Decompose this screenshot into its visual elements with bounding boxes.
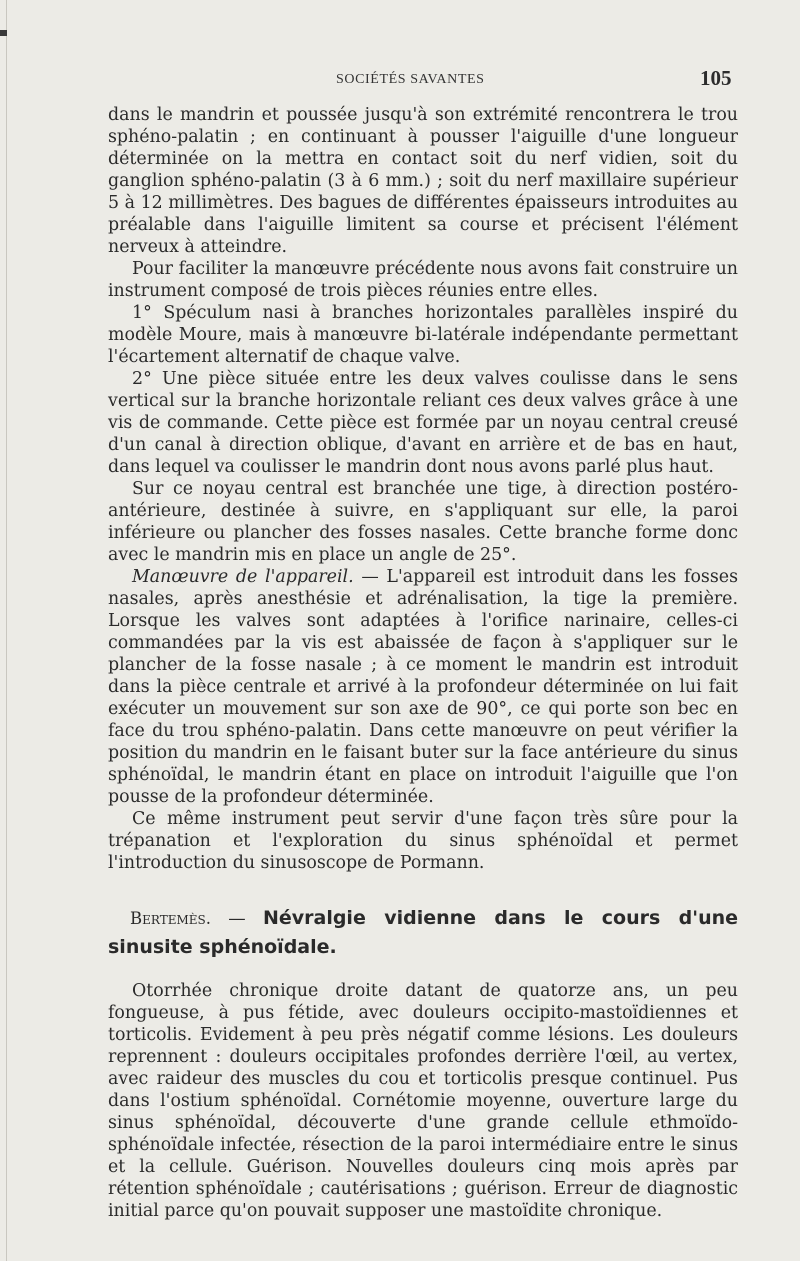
paragraph-continuation: dans le mandrin et poussée jusqu'à son extrémité rencontrera le trou sphéno-palatin ; en continuant à pousser l'aiguille d'une longueur déterminée on la mettra en contact soit du nerf vidien, soit du ganglion sphéno-palatin (3 à 6 mm.) ; soit du nerf maxillaire supérieur 5 à 12 millimètres. Des bagues de différentes épaisseurs introduites au préalable dans l'aiguille limitent sa course et précisent l'élément nerveux à atteindre. (108, 105, 738, 257)
running-title: SOCIÉTÉS SAVANTES (336, 72, 485, 87)
section-title: Névralgie vidienne dans le cours d'une sinusite sphénoïdale. (108, 907, 739, 958)
section-heading (108, 904, 738, 962)
manoeuvre-text: — L'appareil est introduit dans les fosses nasales, après anesthésie et adrénalisation, la tige la première. Lorsque les valves sont adaptées à l'orifice narinaire, celles-ci commandées par la vis est abaissée de façon à s'appliquer sur le plancher de la fosse nasale ; à ce moment le mandrin est introduit dans la pièce centrale et arrivé à la profondeur déterminée on lui fait exécuter un mouvement sur son axe de 90°, ce qui porte son bec en face du trou sphéno-palatin. Dans cette manœuvre on peut vérifier la position du mandrin en le faisant buter sur la face antérieure du sinus sphénoïdal, le mandrin étant en place on introduit l'aiguille que l'on pousse de la profondeur déterminée. (108, 567, 738, 807)
section-body: Otorrhée chronique droite datant de quatorze ans, un peu fongueuse, à pus fétide, avec douleurs occipito-mastoïdiennes et torticolis. Evidement à peu près négatif comme lésions. Les douleurs reprennent : douleurs occipitales profondes derrière l'œil, au vertex, avec raideur des muscles du cou et torticolis presque continuel. Pus dans l'ostium sphénoïdal. Cornétomie moyenne, ouverture large du sinus sphénoïdal, découverte d'une grande cellule ethmoïdo-sphénoïdale infectée, résection de la paroi intermédiaire entre le sinus et la cellule. Guérison. Nouvelles douleurs cinq mois après par rétention sphénoïdale ; cautérisations ; guérison. Erreur de diagnostic initial parce qu'on pouvait supposer une mastoïdite chronique. (108, 981, 738, 1221)
article-body (108, 104, 738, 1222)
paragraph-manoeuvre (108, 566, 738, 808)
section-author: Bertemès. (130, 909, 211, 928)
manoeuvre-lead: Manœuvre de l'appareil. (132, 567, 354, 587)
paragraph-central-piece: 2° Une pièce située entre les deux valves coulisse dans le sens vertical sur la branche horizontale reliant ces deux valves grâce à une vis de commande. Cette pièce est formée par un noyau central creusé d'un canal à direction oblique, d'avant en arrière et de bas en haut, dans lequel va coulisser le mandrin dont nous avons parlé plus haut. (108, 369, 738, 477)
page-edge-line (6, 0, 7, 1261)
section-dash: — (211, 909, 263, 929)
page-edge-mark (0, 30, 7, 36)
paragraph-instrument-intro: Pour faciliter la manœuvre précédente nous avons fait construire un instrument composé de trois pièces réunies entre elles. (108, 259, 738, 301)
paragraph-rod: Sur ce noyau central est branchée une tige, à direction postéro-antérieure, destinée à suivre, en s'appliquant sur elle, la paroi inférieure ou plancher des fosses nasales. Cette branche forme donc avec le mandrin mis en place un angle de 25°. (108, 479, 738, 565)
paragraph-speculum: 1° Spéculum nasi à branches horizontales parallèles inspiré du modèle Moure, mais à manœuvre bi-latérale indépendante permettant l'écartement alternatif de chaque valve. (108, 303, 738, 367)
page-number: 105 (700, 66, 732, 90)
paragraph-trepanation: Ce même instrument peut servir d'une façon très sûre pour la trépanation et l'exploration du sinus sphénoïdal et permet l'introduction du sinusoscope de Pormann. (108, 809, 738, 873)
